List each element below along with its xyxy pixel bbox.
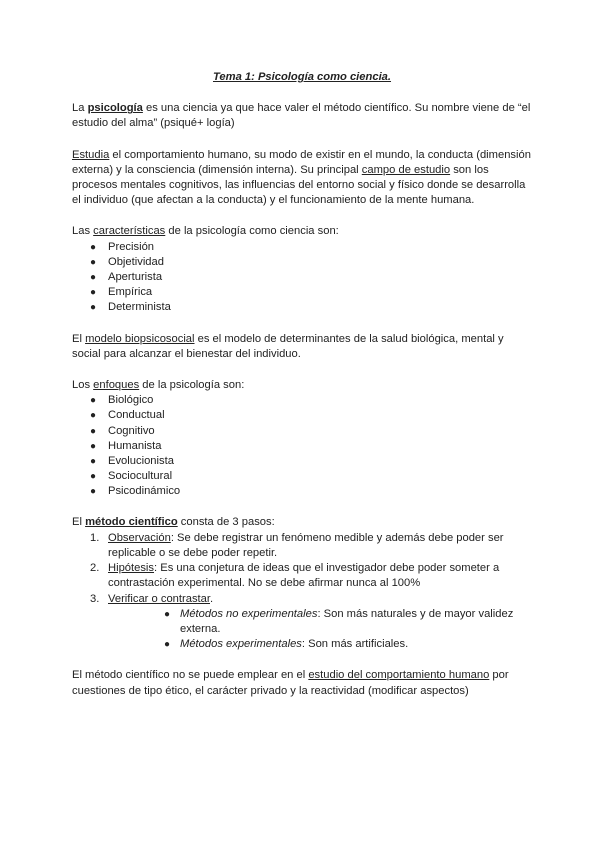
caracteristicas-rest: de la psicología como ciencia son:	[165, 225, 339, 238]
sub-list-item	[108, 637, 532, 652]
step-item	[72, 592, 532, 653]
caracteristicas-pre: Las	[72, 225, 94, 238]
list-item	[72, 454, 532, 469]
sub-item-text: : Son más artificiales.	[301, 638, 409, 651]
bullet-icon: ●	[90, 440, 97, 452]
bullet-icon: ●	[90, 272, 97, 283]
document-page	[72, 70, 532, 699]
conclusion-pre: El método científico no se puede emplear en el	[72, 669, 309, 682]
verificar-sub-list	[108, 607, 532, 653]
estudia-rest: son los procesos mentales cognitivos, las influencias del entorno social y físico donde se desarrolla el individuo (que afectan a la conducta) y el funcionamiento de la mente humana.	[72, 163, 526, 207]
bullet-icon: ●	[164, 639, 171, 651]
bullet-icon: ●	[90, 425, 97, 437]
term-caracteristicas: características	[93, 225, 166, 238]
term-psicologia: psicología	[87, 102, 143, 115]
list-item	[72, 469, 532, 484]
step-number: 3.	[90, 592, 100, 605]
bullet-icon: ●	[90, 486, 97, 498]
caracteristicas-intro	[72, 224, 532, 239]
bullet-icon: ●	[90, 302, 97, 314]
sub-list-item	[108, 607, 532, 637]
term-modelo-biopsicosocial: modelo biopsicosocial	[85, 332, 195, 345]
step-text: : Se debe registrar un fenómeno medible y además debe poder ser replicable o se debe poder repetir.	[108, 531, 504, 559]
step-number: 2.	[90, 562, 100, 575]
list-item	[72, 255, 532, 270]
modelo-paragraph	[72, 332, 532, 362]
list-item	[72, 285, 532, 300]
sub-item-text: : Son más naturales y de mayor validez externa.	[180, 607, 514, 635]
list-item	[72, 270, 532, 285]
list-item	[72, 439, 532, 454]
list-item-label: Empírica	[108, 286, 153, 299]
step-item	[72, 561, 532, 591]
metodo-pre: El	[72, 516, 86, 529]
metodo-steps-list	[72, 531, 532, 653]
list-item-label: Evolucionista	[108, 454, 174, 467]
term-campo-de-estudio: campo de estudio	[361, 163, 451, 176]
list-item	[72, 300, 532, 315]
bullet-icon: ●	[90, 256, 97, 268]
term-estudia: Estudia	[72, 148, 110, 161]
intro-paragraph	[72, 101, 532, 131]
step-term: Observación	[108, 531, 171, 544]
list-item-label: Cognitivo	[108, 424, 155, 437]
enfoques-pre: Los	[72, 378, 94, 391]
list-item	[72, 408, 532, 423]
bullet-icon: ●	[90, 455, 97, 467]
enfoques-rest: de la psicología son:	[139, 378, 245, 391]
step-term: Verificar o contrastar	[108, 592, 210, 605]
term-estudio-comportamiento: estudio del comportamiento humano	[308, 669, 490, 682]
bullet-icon: ●	[90, 410, 97, 422]
bullet-icon: ●	[90, 395, 97, 407]
modelo-rest: es el modelo de determinantes de la salud biológica, mental y social para alcanzar el bienestar del individuo.	[72, 332, 504, 360]
term-metodo-cientifico: método científico	[85, 516, 178, 529]
list-item-label: Biológico	[108, 394, 154, 407]
bullet-icon: ●	[90, 471, 97, 483]
enfoques-intro	[72, 378, 532, 393]
step-text: : Es una conjetura de ideas que el investigador debe poder someter a contrastación experimental. No se debe afirmar nunca al 100%	[108, 562, 500, 590]
bullet-icon: ●	[90, 241, 97, 253]
list-item-label: Precisión	[108, 240, 155, 253]
list-item	[72, 484, 532, 499]
conclusion-rest: por cuestiones de tipo ético, el carácter privado y la reactividad (modificar aspectos)	[72, 669, 509, 697]
list-item-label: Conductual	[108, 409, 165, 422]
estudia-paragraph	[72, 148, 532, 209]
sub-item-term: Métodos experimentales	[180, 638, 302, 651]
list-item-label: Psicodinámico	[108, 485, 181, 498]
estudia-mid: el comportamiento humano, su modo de existir en el mundo, la conducta (dimensión externa) y la consciencia (dimensión interna). Su principal	[72, 148, 531, 176]
metodo-rest: consta de 3 pasos:	[177, 516, 275, 529]
intro-pre: La	[72, 102, 88, 115]
bullet-icon: ●	[164, 608, 171, 620]
enfoques-list	[72, 393, 532, 499]
metodo-intro	[72, 515, 532, 530]
list-item-label: Humanista	[108, 439, 162, 452]
step-number: 1.	[90, 531, 100, 544]
list-item-label: Objetividad	[108, 255, 164, 268]
page-title: Tema 1: Psicología como ciencia.	[212, 71, 392, 83]
step-term: Hipótesis	[108, 562, 155, 575]
list-item	[72, 240, 532, 255]
modelo-pre: El	[72, 332, 86, 345]
list-item	[72, 393, 532, 408]
term-enfoques: enfoques	[93, 378, 140, 391]
list-item-label: Sociocultural	[108, 470, 173, 483]
intro-rest: es una ciencia ya que hace valer el método científico. Su nombre viene de “el estudio del alma” (psiqué+ logía)	[72, 102, 531, 130]
list-item-label: Determinista	[108, 301, 171, 314]
step-item	[72, 531, 532, 561]
list-item	[72, 424, 532, 439]
caracteristicas-list	[72, 240, 532, 316]
conclusion-paragraph	[72, 668, 532, 698]
list-item-label: Aperturista	[108, 271, 163, 283]
sub-item-term: Métodos no experimentales	[180, 607, 318, 620]
step-text: .	[209, 592, 214, 605]
bullet-icon: ●	[90, 287, 97, 299]
